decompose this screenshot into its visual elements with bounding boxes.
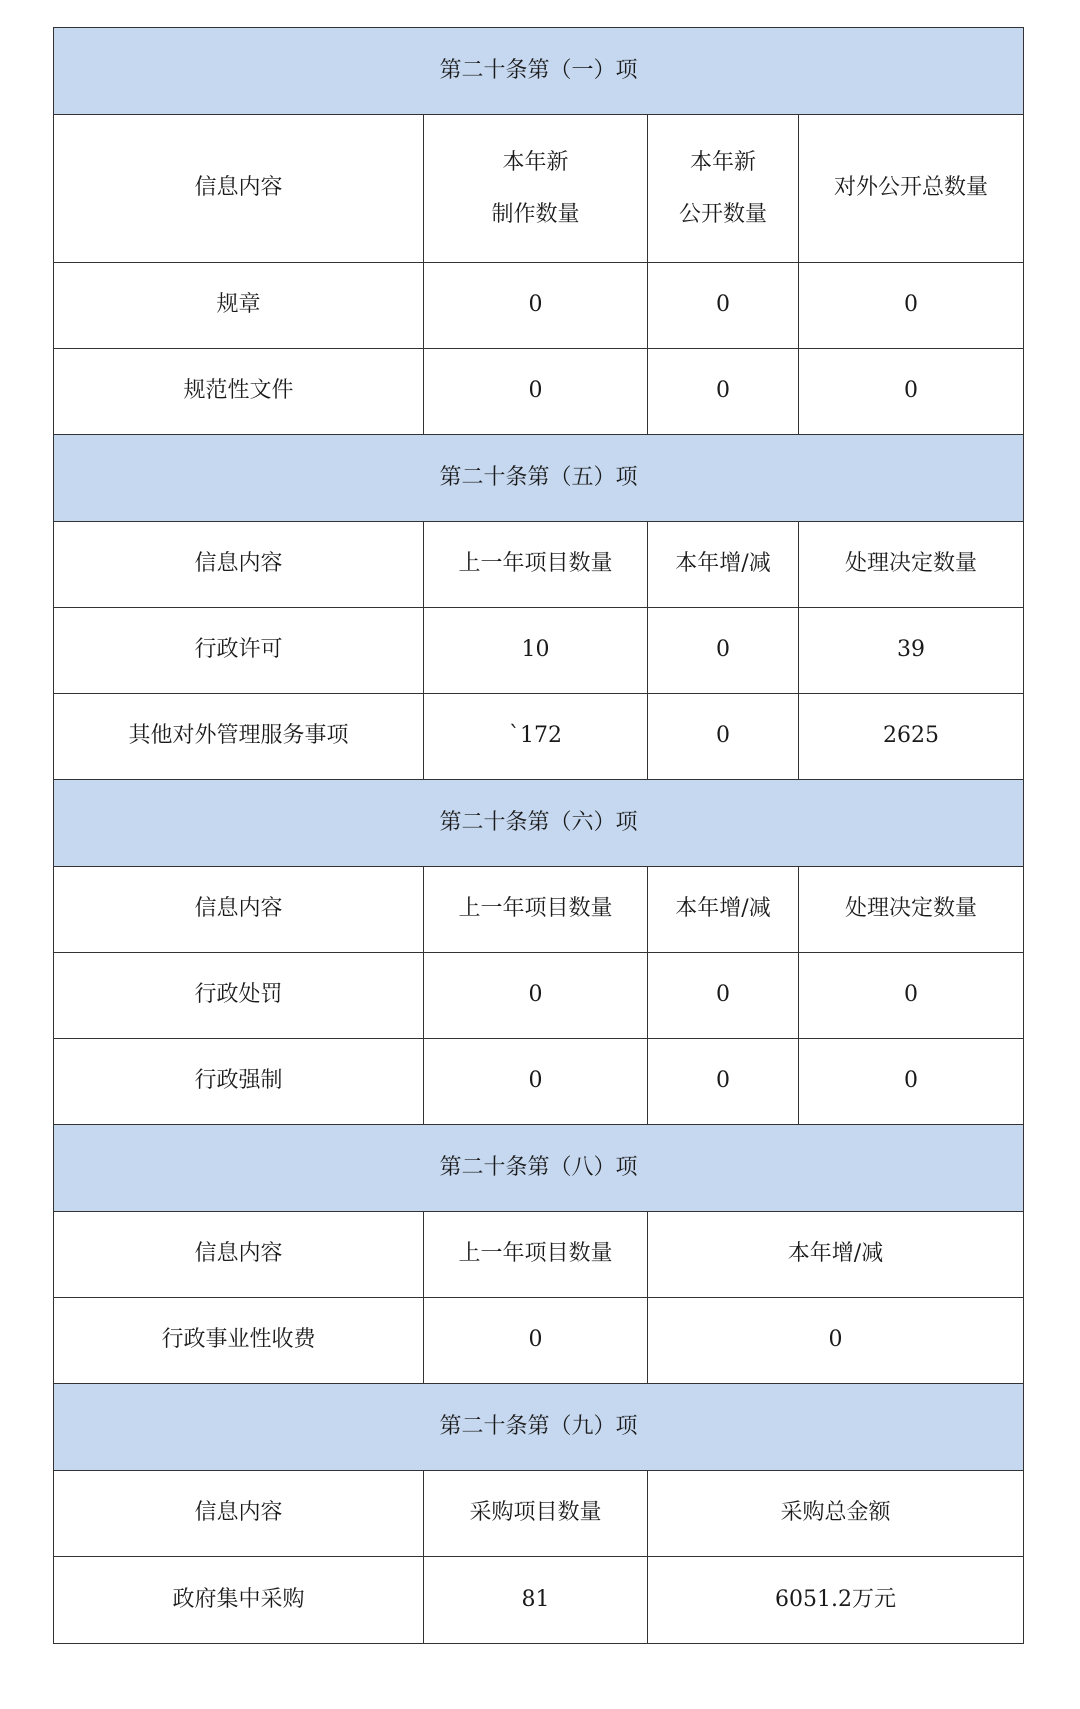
table-row [54, 1298, 1024, 1384]
cell-value: 0 [799, 263, 1024, 349]
row-label: 规范性文件 [54, 349, 424, 435]
cell-value: 0 [648, 953, 799, 1039]
cell-value: 81 [424, 1557, 648, 1644]
row-label: 其他对外管理服务事项 [54, 694, 424, 780]
row-label: 政府集中采购 [54, 1557, 424, 1644]
col-header-total-public: 对外公开总数量 [799, 115, 1024, 263]
table-row [54, 694, 1024, 780]
table-row [54, 608, 1024, 694]
table-row [54, 263, 1024, 349]
table-row [54, 349, 1024, 435]
row-label: 行政处罚 [54, 953, 424, 1039]
cell-value: `172 [424, 694, 648, 780]
section-title: 第二十条第（九）项 [54, 1384, 1024, 1471]
col-header-change: 本年增/减 [648, 1212, 1024, 1298]
col-header-line: 本年新 [689, 149, 756, 175]
cell-value: 0 [424, 953, 648, 1039]
cell-value: 0 [424, 1039, 648, 1125]
col-header-new-public [648, 115, 799, 263]
cell-value: 0 [799, 349, 1024, 435]
cell-value: 0 [648, 1039, 799, 1125]
col-header-decisions: 处理决定数量 [799, 867, 1024, 953]
col-header-info: 信息内容 [54, 522, 424, 608]
cell-value: 0 [424, 349, 648, 435]
col-header-line: 本年新 [502, 149, 569, 175]
section-header-9 [54, 1384, 1024, 1471]
cell-value: 0 [424, 1298, 648, 1384]
col-header-new-made [424, 115, 648, 263]
col-header-info: 信息内容 [54, 1212, 424, 1298]
section-title: 第二十条第（一）项 [54, 28, 1024, 115]
cell-value: 10 [424, 608, 648, 694]
column-header-row [54, 115, 1024, 263]
cell-value: 0 [799, 953, 1024, 1039]
column-header-row [54, 522, 1024, 608]
col-header-change: 本年增/减 [648, 522, 799, 608]
section-header-5 [54, 435, 1024, 522]
section-title: 第二十条第（八）项 [54, 1125, 1024, 1212]
col-header-line: 公开数量 [678, 201, 767, 227]
section-title: 第二十条第（五）项 [54, 435, 1024, 522]
col-header-change: 本年增/减 [648, 867, 799, 953]
cell-value: 0 [648, 694, 799, 780]
col-header-prev-year: 上一年项目数量 [424, 867, 648, 953]
section-title: 第二十条第（六）项 [54, 780, 1024, 867]
column-header-row [54, 1212, 1024, 1298]
row-label: 行政事业性收费 [54, 1298, 424, 1384]
col-header-prev-year: 上一年项目数量 [424, 522, 648, 608]
col-header-info: 信息内容 [54, 115, 424, 263]
cell-value: 0 [799, 1039, 1024, 1125]
row-label: 行政许可 [54, 608, 424, 694]
cell-value: 39 [799, 608, 1024, 694]
column-header-row [54, 867, 1024, 953]
cell-value: 0 [648, 1298, 1024, 1384]
col-header-purchase-count: 采购项目数量 [424, 1471, 648, 1557]
section-header-6 [54, 780, 1024, 867]
col-header-purchase-amount: 采购总金额 [648, 1471, 1024, 1557]
col-header-line: 制作数量 [491, 201, 580, 227]
cell-value: 0 [648, 349, 799, 435]
col-header-info: 信息内容 [54, 1471, 424, 1557]
table-row [54, 1039, 1024, 1125]
disclosure-table [53, 27, 1024, 1644]
column-header-row [54, 1471, 1024, 1557]
row-label: 规章 [54, 263, 424, 349]
section-header-1 [54, 28, 1024, 115]
table-row [54, 953, 1024, 1039]
row-label: 行政强制 [54, 1039, 424, 1125]
table-row [54, 1557, 1024, 1644]
col-header-info: 信息内容 [54, 867, 424, 953]
cell-value: 6051.2万元 [648, 1557, 1024, 1644]
cell-value: 0 [424, 263, 648, 349]
cell-value: 2625 [799, 694, 1024, 780]
section-header-8 [54, 1125, 1024, 1212]
cell-value: 0 [648, 608, 799, 694]
col-header-decisions: 处理决定数量 [799, 522, 1024, 608]
cell-value: 0 [648, 263, 799, 349]
col-header-prev-year: 上一年项目数量 [424, 1212, 648, 1298]
